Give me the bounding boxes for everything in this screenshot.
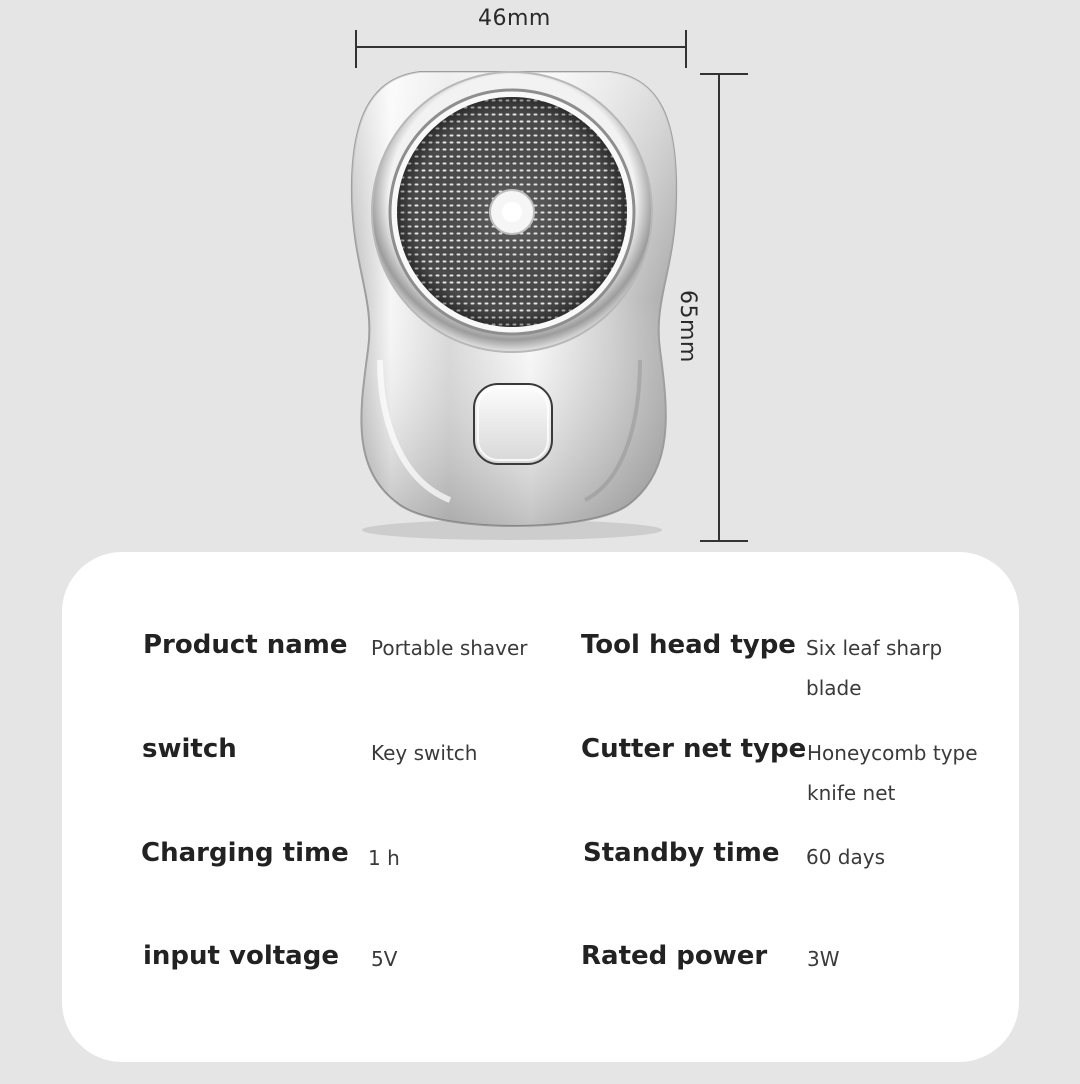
- spec-label-input-voltage: input voltage: [143, 941, 339, 971]
- spec-value-rated-power: 3W: [807, 947, 840, 971]
- spec-card: [62, 552, 1019, 1062]
- spec-label-tool-head-type: Tool head type: [581, 630, 796, 660]
- spec-value-input-voltage: 5V: [371, 947, 398, 971]
- power-button-illustration: [474, 384, 552, 464]
- shaver-head: [372, 72, 652, 352]
- spec-label-switch: switch: [142, 734, 237, 764]
- width-dimension-label: 46mm: [478, 6, 551, 31]
- spec-value-cutter-net-type-line2: knife net: [807, 781, 896, 805]
- spec-value-switch: Key switch: [371, 741, 478, 765]
- spec-value-tool-head-type-line1: Six leaf sharp: [806, 636, 943, 660]
- spec-label-product-name: Product name: [143, 630, 348, 660]
- spec-value-product-name: Portable shaver: [371, 636, 528, 660]
- spec-label-standby-time: Standby time: [583, 838, 780, 868]
- spec-value-standby-time: 60 days: [806, 845, 886, 869]
- spec-label-charging-time: Charging time: [141, 838, 349, 868]
- spec-label-cutter-net-type: Cutter net type: [581, 734, 807, 764]
- spec-value-cutter-net-type-line1: Honeycomb type: [807, 741, 978, 765]
- spec-value-charging-time: 1 h: [368, 846, 400, 870]
- width-dimension-line: [356, 30, 686, 68]
- height-dimension-line: [700, 74, 748, 541]
- spec-value-tool-head-type-line2: blade: [806, 676, 862, 700]
- height-dimension-label: 65mm: [675, 290, 700, 363]
- spec-label-rated-power: Rated power: [581, 941, 768, 971]
